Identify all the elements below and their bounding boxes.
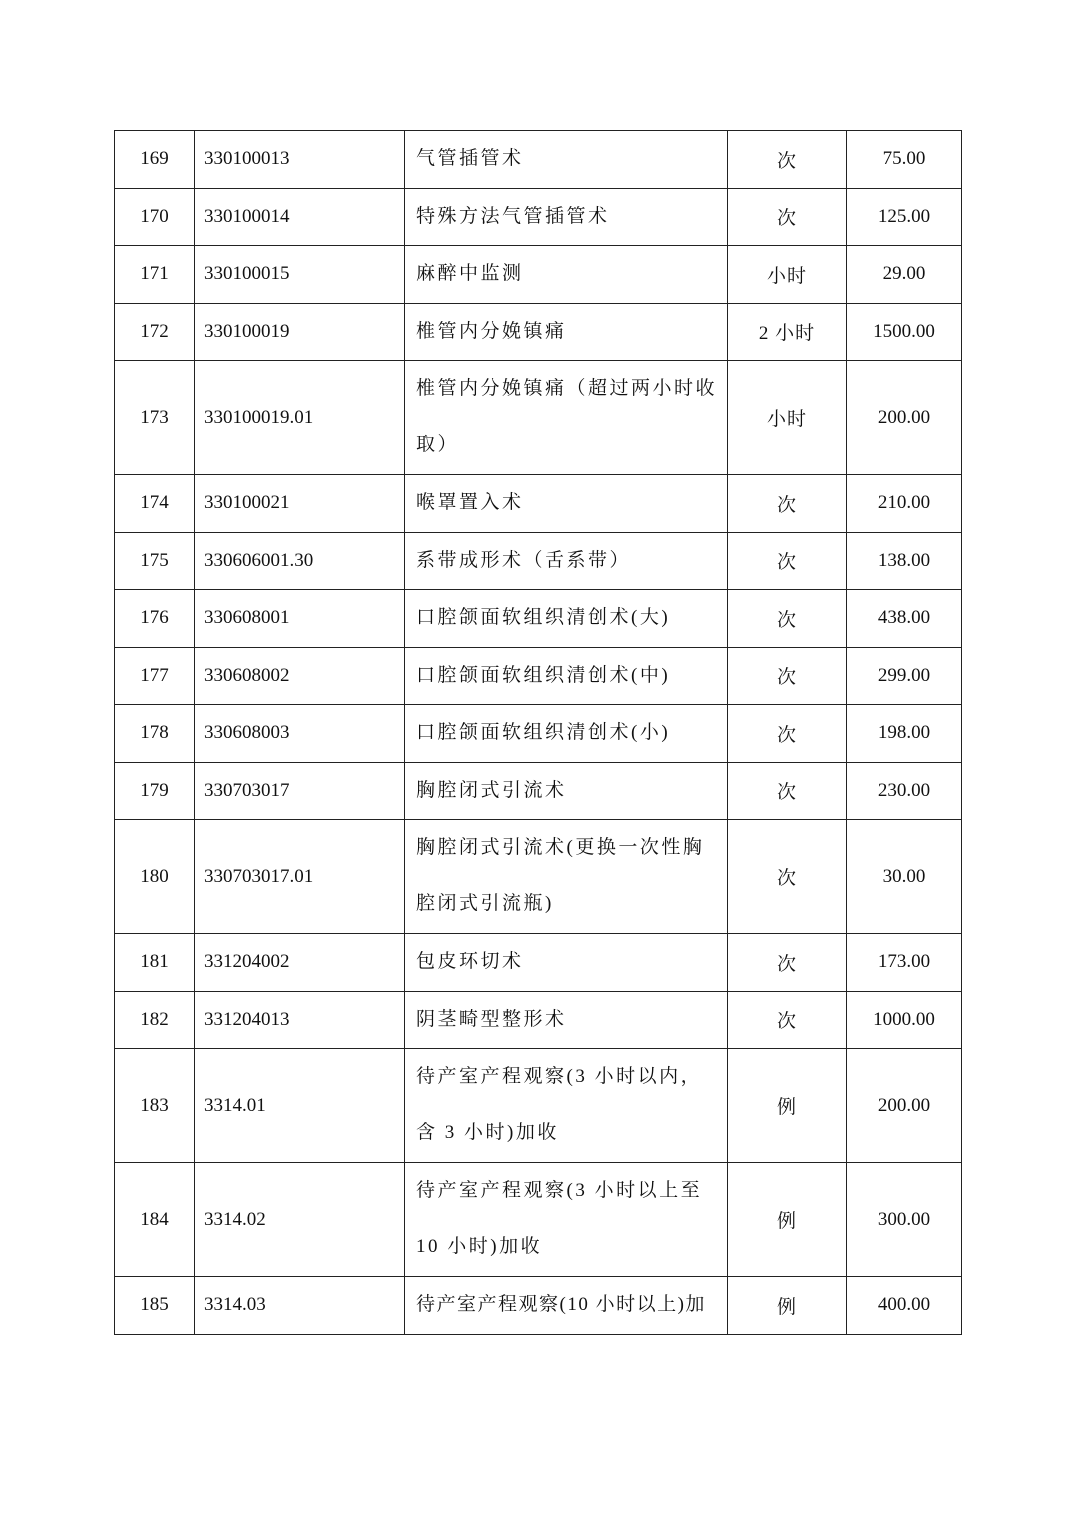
item-price: 400.00 (847, 1277, 962, 1335)
item-code: 330100019.01 (195, 361, 405, 475)
item-price: 1000.00 (847, 991, 962, 1049)
item-code: 330703017 (195, 762, 405, 820)
table-row (115, 590, 962, 648)
item-name: 喉罩置入术 (405, 475, 728, 533)
item-name: 阴茎畸型整形术 (405, 991, 728, 1049)
item-unit: 小时 (728, 246, 847, 304)
item-code: 3314.01 (195, 1049, 405, 1163)
row-number: 174 (115, 475, 195, 533)
item-unit: 次 (728, 188, 847, 246)
item-name: 待产室产程观察(3 小时以上至 10 小时)加收 (405, 1163, 728, 1277)
item-price: 75.00 (847, 131, 962, 189)
item-unit: 例 (728, 1277, 847, 1335)
row-number: 183 (115, 1049, 195, 1163)
item-price: 200.00 (847, 361, 962, 475)
item-name: 气管插管术 (405, 131, 728, 189)
item-code: 330100013 (195, 131, 405, 189)
item-unit: 次 (728, 820, 847, 934)
item-unit: 次 (728, 131, 847, 189)
item-price: 125.00 (847, 188, 962, 246)
table-row (115, 934, 962, 992)
item-unit: 次 (728, 475, 847, 533)
item-unit: 例 (728, 1163, 847, 1277)
item-price: 173.00 (847, 934, 962, 992)
item-name: 包皮环切术 (405, 934, 728, 992)
row-number: 172 (115, 303, 195, 361)
item-price: 300.00 (847, 1163, 962, 1277)
item-name: 口腔颌面软组织清创术(大) (405, 590, 728, 648)
row-number: 177 (115, 647, 195, 705)
row-number: 173 (115, 361, 195, 475)
item-price: 210.00 (847, 475, 962, 533)
item-code: 330608003 (195, 705, 405, 763)
table-row (115, 1163, 962, 1277)
row-number: 169 (115, 131, 195, 189)
table-row (115, 246, 962, 304)
fee-table (114, 130, 962, 1335)
item-name: 麻醉中监测 (405, 246, 728, 304)
item-price: 198.00 (847, 705, 962, 763)
item-unit: 例 (728, 1049, 847, 1163)
item-price: 200.00 (847, 1049, 962, 1163)
item-price: 299.00 (847, 647, 962, 705)
item-unit: 次 (728, 991, 847, 1049)
table-row (115, 475, 962, 533)
item-name: 特殊方法气管插管术 (405, 188, 728, 246)
row-number: 170 (115, 188, 195, 246)
table-row (115, 991, 962, 1049)
item-code: 3314.03 (195, 1277, 405, 1335)
row-number: 176 (115, 590, 195, 648)
table-row (115, 820, 962, 934)
item-code: 330100015 (195, 246, 405, 304)
item-unit: 次 (728, 532, 847, 590)
item-unit: 小时 (728, 361, 847, 475)
item-unit: 次 (728, 705, 847, 763)
item-name: 系带成形术（舌系带） (405, 532, 728, 590)
item-unit: 次 (728, 762, 847, 820)
row-number: 185 (115, 1277, 195, 1335)
item-code: 330606001.30 (195, 532, 405, 590)
item-code: 330100021 (195, 475, 405, 533)
table-row (115, 1049, 962, 1163)
table-row (115, 188, 962, 246)
item-price: 230.00 (847, 762, 962, 820)
table-row (115, 705, 962, 763)
item-price: 29.00 (847, 246, 962, 304)
item-unit: 次 (728, 647, 847, 705)
item-unit: 次 (728, 934, 847, 992)
item-code: 331204013 (195, 991, 405, 1049)
item-name: 胸腔闭式引流术(更换一次性胸腔闭式引流瓶) (405, 820, 728, 934)
row-number: 184 (115, 1163, 195, 1277)
table-row (115, 647, 962, 705)
table-row (115, 532, 962, 590)
item-name: 待产室产程观察(10 小时以上)加 (405, 1277, 728, 1335)
table-row (115, 762, 962, 820)
item-code: 330703017.01 (195, 820, 405, 934)
item-name: 口腔颌面软组织清创术(小) (405, 705, 728, 763)
table-row (115, 1277, 962, 1335)
item-unit: 2 小时 (728, 303, 847, 361)
item-name: 口腔颌面软组织清创术(中) (405, 647, 728, 705)
row-number: 178 (115, 705, 195, 763)
item-code: 330100019 (195, 303, 405, 361)
item-price: 30.00 (847, 820, 962, 934)
table-row (115, 131, 962, 189)
row-number: 179 (115, 762, 195, 820)
row-number: 175 (115, 532, 195, 590)
item-code: 3314.02 (195, 1163, 405, 1277)
table-row (115, 361, 962, 475)
item-code: 330100014 (195, 188, 405, 246)
item-name: 椎管内分娩镇痛 (405, 303, 728, 361)
row-number: 181 (115, 934, 195, 992)
item-name: 胸腔闭式引流术 (405, 762, 728, 820)
item-code: 331204002 (195, 934, 405, 992)
row-number: 182 (115, 991, 195, 1049)
item-price: 138.00 (847, 532, 962, 590)
item-price: 1500.00 (847, 303, 962, 361)
item-code: 330608002 (195, 647, 405, 705)
table-row (115, 303, 962, 361)
item-name: 待产室产程观察(3 小时以内，含 3 小时)加收 (405, 1049, 728, 1163)
item-price: 438.00 (847, 590, 962, 648)
row-number: 171 (115, 246, 195, 304)
item-unit: 次 (728, 590, 847, 648)
item-name: 椎管内分娩镇痛（超过两小时收取） (405, 361, 728, 475)
row-number: 180 (115, 820, 195, 934)
item-code: 330608001 (195, 590, 405, 648)
